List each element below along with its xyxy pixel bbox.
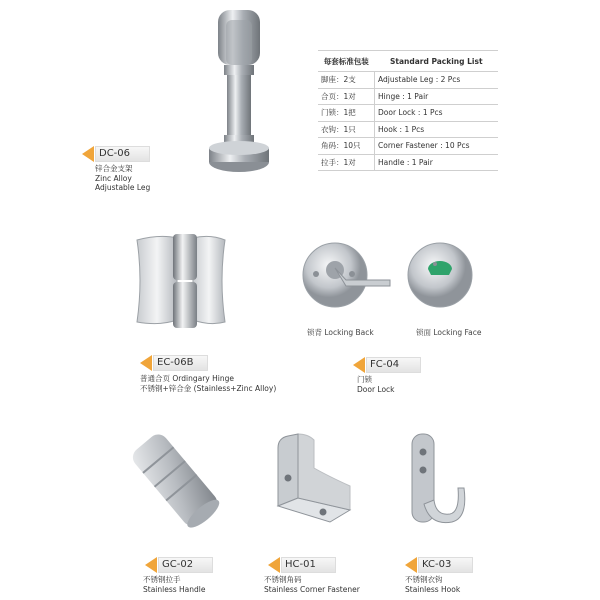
- product-tag-fc04: [353, 357, 421, 373]
- product-code: DC-06: [95, 146, 150, 162]
- tag-marker: [82, 146, 94, 162]
- table-row: [318, 72, 498, 89]
- table-cell: Hinge : 1 Pair: [375, 88, 499, 105]
- table-cell: 门锁：1把: [318, 105, 375, 122]
- product-caption-hc01: [264, 575, 360, 594]
- caption-line: 普通合页 Ordingary Hinge: [140, 374, 234, 383]
- table-cell: Corner Fastener : 10 Pcs: [375, 138, 499, 155]
- adjustable-leg-image: [200, 0, 290, 190]
- table-row: [318, 88, 498, 105]
- product-code: FC-04: [366, 357, 421, 373]
- table-cell: Handle : 1 Pair: [375, 154, 499, 171]
- caption-line: Stainless Hook: [405, 584, 461, 594]
- table-cell: Hook : 1 Pcs: [375, 121, 499, 138]
- table-cell: 衣钩：1只: [318, 121, 375, 138]
- product-caption-kc03: [405, 575, 460, 594]
- product-tag-dc06: [82, 146, 150, 162]
- table-row: [318, 138, 498, 155]
- product-code: KC-03: [418, 557, 473, 573]
- product-caption-fc04: [357, 375, 395, 394]
- table-header-row: [318, 51, 498, 72]
- caption-line: 门锁: [357, 375, 372, 384]
- hinge-image: [125, 228, 235, 338]
- product-tag-gc02: [145, 557, 213, 573]
- product-code: GC-02: [158, 557, 213, 573]
- tag-marker: [140, 355, 152, 371]
- caption-line: 不锈钢衣钩: [405, 575, 443, 584]
- caption-line: 不锈钢拉手: [143, 575, 181, 584]
- tag-marker: [268, 557, 280, 573]
- product-tag-kc03: [405, 557, 473, 573]
- tag-marker: [145, 557, 157, 573]
- caption-line: Door Lock: [357, 384, 395, 394]
- lock-face-label: 锁面 Locking Face: [416, 328, 482, 337]
- tag-marker: [405, 557, 417, 573]
- caption-line: 不锈钢+锌合金 (Stainless+Zinc Alloy): [140, 383, 277, 393]
- table-cell: Door Lock : 1 Pcs: [375, 105, 499, 122]
- table-cell: 脚座：2支: [318, 72, 375, 89]
- table-row: [318, 154, 498, 171]
- table-cell: 合页：1对: [318, 88, 375, 105]
- product-code: EC-06B: [153, 355, 208, 371]
- hook-image: [400, 430, 480, 530]
- lock-face-image: [405, 240, 475, 310]
- table-row: [318, 121, 498, 138]
- caption-line: 锌合金支架: [95, 164, 133, 173]
- product-caption-ec06b: [140, 374, 276, 393]
- product-caption-dc06: [95, 164, 150, 193]
- table-cell: Adjustable Leg : 2 Pcs: [375, 72, 499, 89]
- table-cell: 角码：10只: [318, 138, 375, 155]
- handle-image: [125, 430, 225, 535]
- product-caption-gc02: [143, 575, 205, 594]
- lock-back-image: [300, 240, 400, 310]
- product-tag-hc01: [268, 557, 336, 573]
- corner-fastener-image: [268, 430, 358, 530]
- caption-line: Adjustable Leg: [95, 183, 151, 192]
- table-header-cell: 每套标准包装: [318, 51, 375, 72]
- caption-line: 不锈钢角码: [264, 575, 302, 584]
- product-code: HC-01: [281, 557, 336, 573]
- lock-back-label: 锁背 Locking Back: [307, 328, 374, 337]
- product-tag-ec06b: [140, 355, 208, 371]
- packing-list-table: [318, 50, 498, 171]
- table-row: [318, 105, 498, 122]
- table-cell: 拉手：1对: [318, 154, 375, 171]
- caption-line: Zinc Alloy: [95, 173, 132, 183]
- tag-marker: [353, 357, 365, 373]
- table-header-cell: Standard Packing List: [375, 51, 499, 72]
- caption-line: Stainless Handle: [143, 584, 206, 594]
- caption-line: Stainless Corner Fastener: [264, 584, 360, 594]
